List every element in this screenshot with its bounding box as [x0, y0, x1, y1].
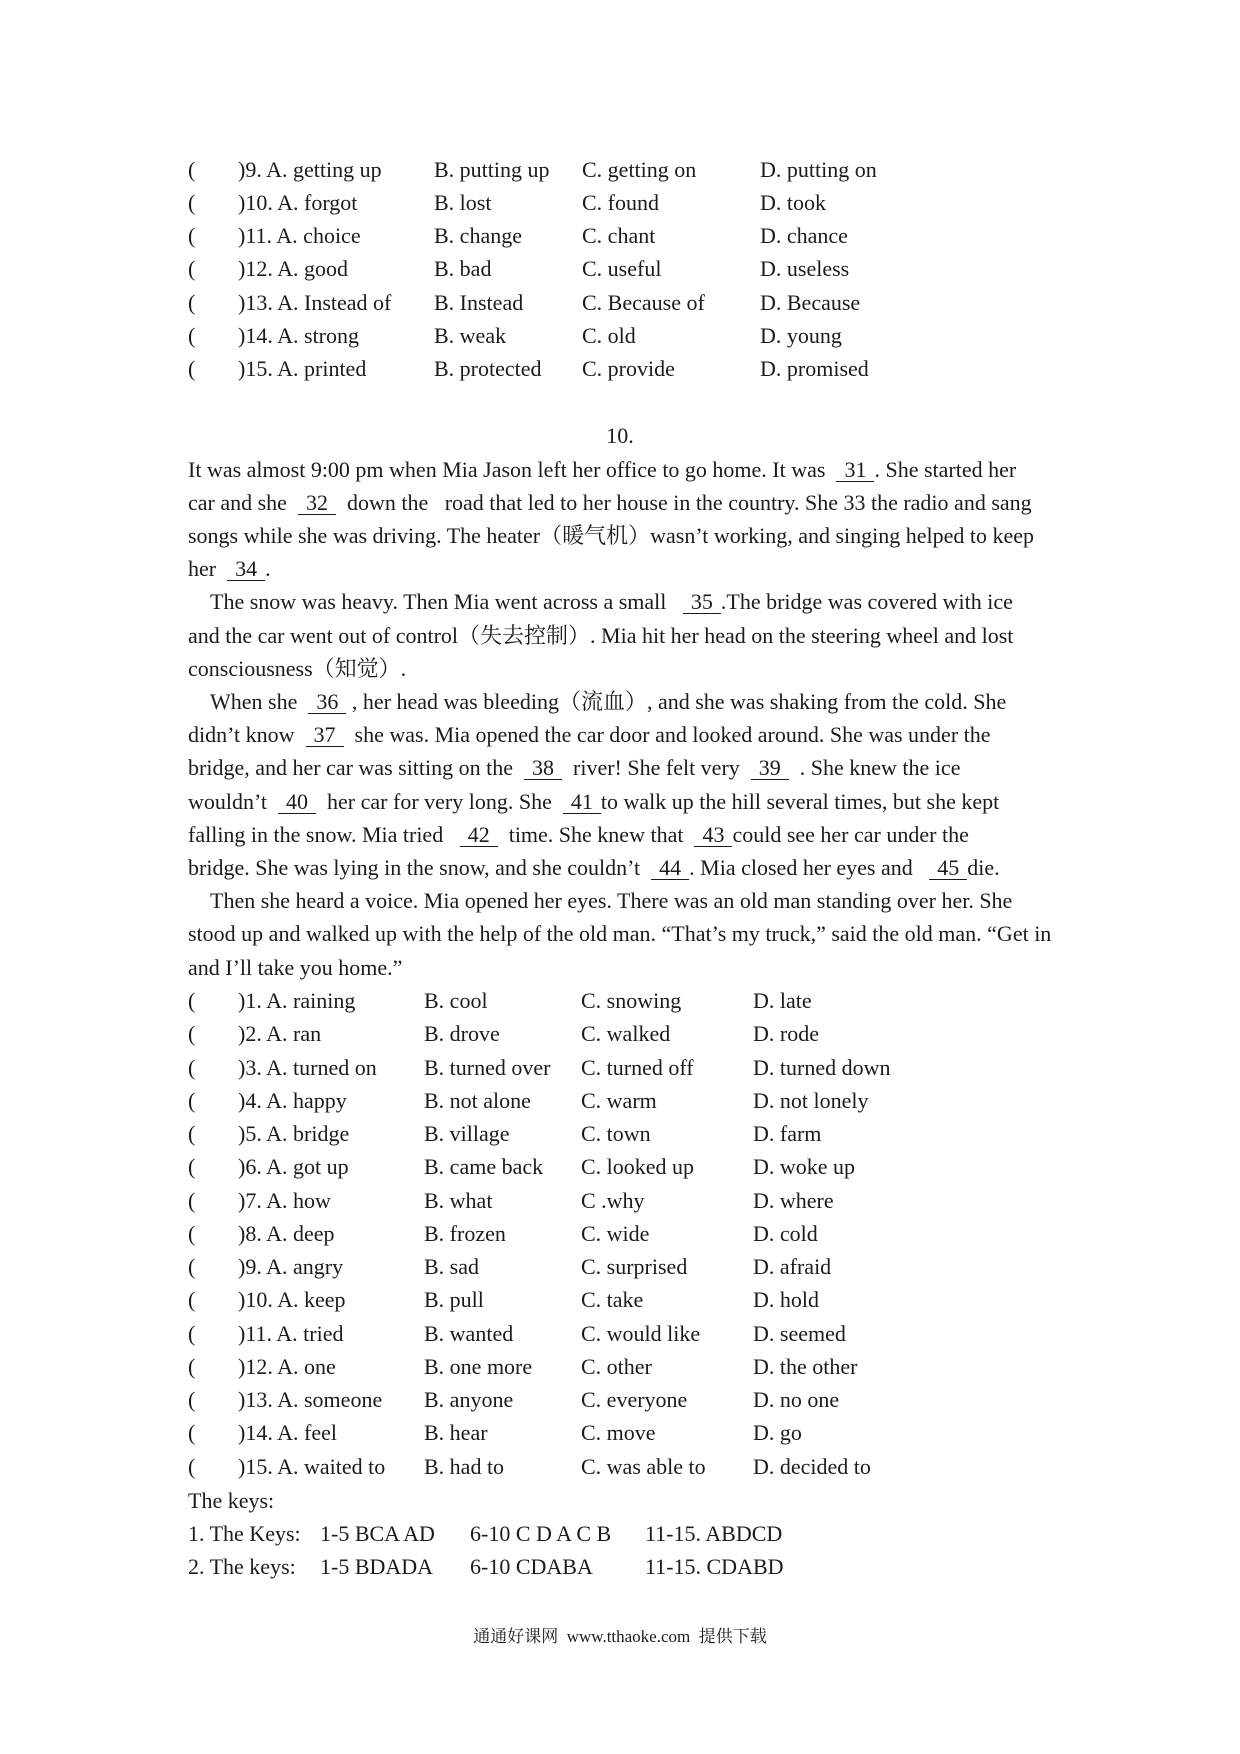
answer-blank-35: 35 — [683, 591, 721, 614]
option-d: D. go — [753, 1420, 802, 1446]
answer-blank-31: 31 — [836, 459, 874, 482]
option-b: B. had to — [424, 1453, 505, 1479]
previous-passage-options — [0, 153, 1240, 385]
passage-line — [188, 652, 1052, 685]
option-c: C. other — [581, 1353, 652, 1379]
option-d: D. chance — [760, 223, 848, 249]
question-row — [0, 1150, 1240, 1183]
option-b: B. weak — [434, 322, 507, 348]
option-d: D. young — [760, 322, 842, 348]
passage-text: The snow was heavy. Then Mia went across a small — [210, 589, 683, 615]
option-d: D. promised — [760, 355, 869, 381]
passage-text: songs while she was driving. The heater（暖气机）wasn’t working, and singing helped to keep — [188, 522, 1035, 548]
option-b: B. pull — [424, 1287, 484, 1313]
passage-text: car and she — [188, 489, 298, 515]
footer-watermark: 通通好课网 www.tthaoke.com 提供下载 — [473, 1627, 767, 1646]
question-row — [0, 1283, 1240, 1316]
option-d: D. late — [753, 988, 812, 1013]
answer-blank-36: 36 — [308, 691, 346, 714]
option-c: C. useful — [582, 256, 662, 282]
answer-bracket: ( — [188, 1353, 196, 1379]
option-d: D. where — [753, 1187, 834, 1213]
option-a: )13. A. Instead of — [238, 289, 392, 315]
option-a: )15. A. printed — [238, 355, 367, 381]
option-b: B. protected — [434, 355, 542, 381]
answer-blank-38: 38 — [524, 757, 562, 780]
answer-blank-39: 39 — [751, 757, 789, 780]
option-c: C. getting on — [582, 157, 697, 182]
passage-paragraph — [188, 585, 1052, 685]
passage-text: Then she heard a voice. Mia opened her eyes. There was an old man standing over her. She — [210, 888, 1013, 914]
answer-blank-37: 37 — [306, 724, 344, 747]
option-c: C. would like — [581, 1320, 701, 1346]
option-b: B. lost — [434, 190, 492, 216]
option-a: )1. A. raining — [238, 988, 356, 1013]
question-row — [0, 252, 1240, 285]
answer-blank-32: 32 — [298, 492, 336, 515]
question-row — [0, 1416, 1240, 1449]
option-a: )4. A. happy — [238, 1087, 347, 1113]
option-b: B. turned over — [424, 1054, 551, 1080]
option-d: D. woke up — [753, 1154, 856, 1180]
answer-key-label: 1. The Keys: — [188, 1520, 301, 1546]
answer-blank-34: 34 — [227, 558, 265, 581]
question-row — [0, 352, 1240, 385]
option-d: D. turned down — [753, 1054, 891, 1080]
option-b: B. drove — [424, 1021, 500, 1047]
question-row — [0, 186, 1240, 219]
passage-line — [188, 751, 1052, 784]
answer-bracket: ( — [188, 988, 196, 1013]
answer-bracket: ( — [188, 1121, 196, 1147]
passage-text: her car for very long. She — [316, 788, 563, 814]
passage-text: falling in the snow. Mia tried — [188, 821, 460, 847]
answer-bracket: ( — [188, 1254, 196, 1280]
passage-text: didn’t know — [188, 722, 306, 748]
answer-bracket: ( — [188, 1054, 196, 1080]
answer-bracket: ( — [188, 190, 196, 216]
option-d: D. farm — [753, 1121, 822, 1147]
option-c: C. everyone — [581, 1387, 688, 1413]
option-b: B. village — [424, 1121, 510, 1147]
answer-bracket: ( — [188, 289, 196, 315]
question-row — [0, 1084, 1240, 1117]
option-c: C. turned off — [581, 1054, 694, 1080]
passage-text: . She started her — [874, 456, 1017, 482]
option-a: )11. A. choice — [238, 223, 361, 249]
answer-bracket: ( — [188, 1220, 196, 1246]
answer-key-label: 2. The keys: — [188, 1554, 296, 1579]
option-c: C. town — [581, 1121, 651, 1147]
passage-text: . Mia closed her eyes and — [689, 854, 930, 880]
question-row — [0, 286, 1240, 319]
answer-key-part: 6-10 C D A C B — [470, 1520, 612, 1546]
answer-bracket: ( — [188, 355, 196, 381]
option-a: )2. A. ran — [238, 1021, 322, 1047]
passage-text: and I’ll take you home.” — [188, 954, 403, 980]
option-b: B. frozen — [424, 1220, 506, 1246]
passage-paragraph — [188, 884, 1052, 984]
passage-line — [188, 453, 1052, 486]
option-b: B. not alone — [424, 1087, 531, 1113]
option-c: C. surprised — [581, 1254, 688, 1280]
passage-paragraph — [188, 685, 1052, 884]
option-d: D. putting on — [760, 157, 877, 182]
question-row — [0, 1350, 1240, 1383]
answer-blank-43: 43 — [694, 824, 732, 847]
option-b: B. what — [424, 1187, 493, 1213]
option-d: D. rode — [753, 1021, 819, 1047]
option-a: )5. A. bridge — [238, 1121, 350, 1147]
passage-10-options — [0, 984, 1240, 1483]
passage-text: to walk up the hill several times, but she kept — [600, 788, 1000, 814]
passage-line — [188, 884, 1052, 917]
question-row — [0, 1184, 1240, 1217]
answer-bracket: ( — [188, 1154, 196, 1180]
answer-bracket: ( — [188, 1087, 196, 1113]
option-d: D. not lonely — [753, 1087, 869, 1113]
answer-bracket: ( — [188, 322, 196, 348]
passage-line — [188, 685, 1052, 718]
answer-bracket: ( — [188, 1021, 196, 1047]
passage-line — [188, 951, 1052, 984]
option-c: C. provide — [582, 355, 675, 381]
answer-bracket: ( — [188, 1287, 196, 1313]
answer-blank-41: 41 — [563, 791, 601, 814]
passage-line — [188, 585, 1052, 618]
option-b: B. Instead — [434, 289, 524, 315]
option-a: )3. A. turned on — [238, 1054, 377, 1080]
option-c: C. was able to — [581, 1453, 706, 1479]
option-d: D. the other — [753, 1353, 858, 1379]
passage-line — [188, 619, 1052, 652]
passage-text: . She knew the ice — [788, 755, 961, 781]
passage-text: die. — [967, 854, 1000, 880]
answer-bracket: ( — [188, 1453, 196, 1479]
option-d: D. decided to — [753, 1453, 871, 1479]
option-c: C. snowing — [581, 988, 682, 1013]
passage-text: consciousness（知觉）. — [188, 655, 407, 681]
cloze-passage — [188, 453, 1052, 984]
question-row — [0, 219, 1240, 252]
answer-blank-45: 45 — [929, 857, 967, 880]
question-row — [0, 1117, 1240, 1150]
answer-bracket: ( — [188, 223, 196, 249]
question-row — [0, 1317, 1240, 1350]
option-b: B. putting up — [434, 157, 550, 182]
answer-key-part: 11-15. ABDCD — [645, 1520, 783, 1546]
answer-key-line — [0, 1550, 1240, 1583]
question-row — [0, 1051, 1240, 1084]
passage-text: bridge. She was lying in the snow, and she couldn’t — [188, 854, 652, 880]
answer-bracket: ( — [188, 256, 196, 282]
question-row — [0, 1217, 1240, 1250]
option-d: D. useless — [760, 256, 850, 282]
passage-text: stood up and walked up with the help of the old man. “That’s my truck,” said the old man. “Get in — [188, 921, 1052, 947]
answer-key-part: 1-5 BDADA — [320, 1554, 434, 1579]
passage-text: It was almost 9:00 pm when Mia Jason left her office to go home. It was — [188, 456, 837, 482]
answer-blank-40: 40 — [278, 791, 316, 814]
option-d: D. afraid — [753, 1254, 832, 1280]
passage-line — [188, 486, 1052, 519]
question-row — [0, 319, 1240, 352]
answer-bracket: ( — [188, 1320, 196, 1346]
option-a: )10. A. keep — [238, 1287, 346, 1313]
option-b: B. change — [434, 223, 522, 249]
answer-key-part: 6-10 CDABA — [470, 1554, 593, 1579]
option-a: )9. A. angry — [238, 1254, 344, 1280]
option-d: D. hold — [753, 1287, 819, 1313]
passage-line — [188, 818, 1052, 851]
option-a: )11. A. tried — [238, 1320, 344, 1346]
option-d: D. Because — [760, 289, 861, 315]
option-a: )12. A. one — [238, 1353, 336, 1379]
option-c: C. found — [582, 190, 659, 216]
option-c: C .why — [581, 1187, 645, 1213]
option-c: C. warm — [581, 1087, 657, 1113]
passage-text: When she — [210, 688, 309, 714]
passage-line — [188, 785, 1052, 818]
answer-key-part: 1-5 BCA AD — [320, 1520, 435, 1546]
option-b: B. came back — [424, 1154, 544, 1180]
option-b: B. cool — [424, 988, 488, 1013]
option-c: C. Because of — [582, 289, 705, 315]
passage-number: 10. — [606, 423, 634, 448]
option-c: C. looked up — [581, 1154, 695, 1180]
option-c: C. wide — [581, 1220, 650, 1246]
option-c: C. walked — [581, 1021, 671, 1047]
option-c: C. old — [582, 322, 636, 348]
option-c: C. move — [581, 1420, 656, 1446]
question-row — [0, 1450, 1240, 1483]
question-row — [0, 153, 1240, 186]
answer-bracket: ( — [188, 1387, 196, 1413]
option-a: )15. A. waited to — [238, 1453, 386, 1479]
passage-text: . — [265, 556, 271, 582]
passage-text: could see her car under the — [732, 821, 969, 847]
passage-text: her — [188, 556, 228, 582]
answer-blank-42: 42 — [460, 824, 498, 847]
option-b: B. sad — [424, 1254, 479, 1280]
answer-key-line — [0, 1517, 1240, 1550]
passage-paragraph — [188, 453, 1052, 586]
passage-text: time. She knew that — [497, 821, 695, 847]
passage-text: and the car went out of control（失去控制）. Mia hit her head on the steering wheel and lost — [188, 622, 1014, 648]
question-row — [0, 1250, 1240, 1283]
passage-text: , her head was bleeding（流血）, and she was shaking from the cold. She — [346, 688, 1007, 714]
answer-blank-44: 44 — [651, 857, 689, 880]
answer-keys-heading: The keys: — [188, 1487, 275, 1513]
option-b: B. anyone — [424, 1387, 514, 1413]
option-a: )8. A. deep — [238, 1220, 335, 1246]
option-a: )13. A. someone — [238, 1387, 383, 1413]
passage-text: river! She felt very — [562, 755, 751, 781]
question-row — [0, 1017, 1240, 1050]
passage-line — [188, 718, 1052, 751]
answer-bracket: ( — [188, 1187, 196, 1213]
passage-line — [188, 552, 1052, 585]
passage-text: down the road that led to her house in the country. She 33 the radio and sang — [335, 489, 1032, 515]
option-d: D. seemed — [753, 1320, 846, 1346]
answer-bracket: ( — [188, 1420, 196, 1446]
answer-keys — [0, 1484, 1240, 1584]
option-d: D. took — [760, 190, 826, 216]
option-a: )9. A. getting up — [238, 157, 382, 182]
option-c: C. chant — [582, 223, 656, 249]
option-a: )7. A. how — [238, 1187, 331, 1213]
option-a: )6. A. got up — [238, 1154, 349, 1180]
option-a: )10. A. forgot — [238, 190, 358, 216]
passage-line — [188, 851, 1052, 884]
answer-key-part: 11-15. CDABD — [645, 1554, 784, 1579]
answer-bracket: ( — [188, 157, 196, 182]
option-b: B. wanted — [424, 1320, 514, 1346]
passage-text: she was. Mia opened the car door and looked around. She was under the — [343, 722, 991, 748]
passage-text: bridge, and her car was sitting on the — [188, 755, 525, 781]
option-a: )14. A. feel — [238, 1420, 337, 1446]
question-row — [0, 1383, 1240, 1416]
passage-line — [188, 519, 1052, 552]
option-a: )14. A. strong — [238, 322, 359, 348]
passage-line — [188, 917, 1052, 950]
option-b: B. one more — [424, 1353, 533, 1379]
question-row — [0, 984, 1240, 1017]
option-a: )12. A. good — [238, 256, 348, 282]
passage-text: wouldn’t — [188, 788, 279, 814]
option-b: B. hear — [424, 1420, 488, 1446]
passage-text: .The bridge was covered with ice — [720, 589, 1013, 615]
option-c: C. take — [581, 1287, 644, 1313]
option-d: D. cold — [753, 1220, 818, 1246]
option-d: D. no one — [753, 1387, 840, 1413]
option-b: B. bad — [434, 256, 492, 282]
answer-keys-heading-row — [0, 1484, 1240, 1517]
